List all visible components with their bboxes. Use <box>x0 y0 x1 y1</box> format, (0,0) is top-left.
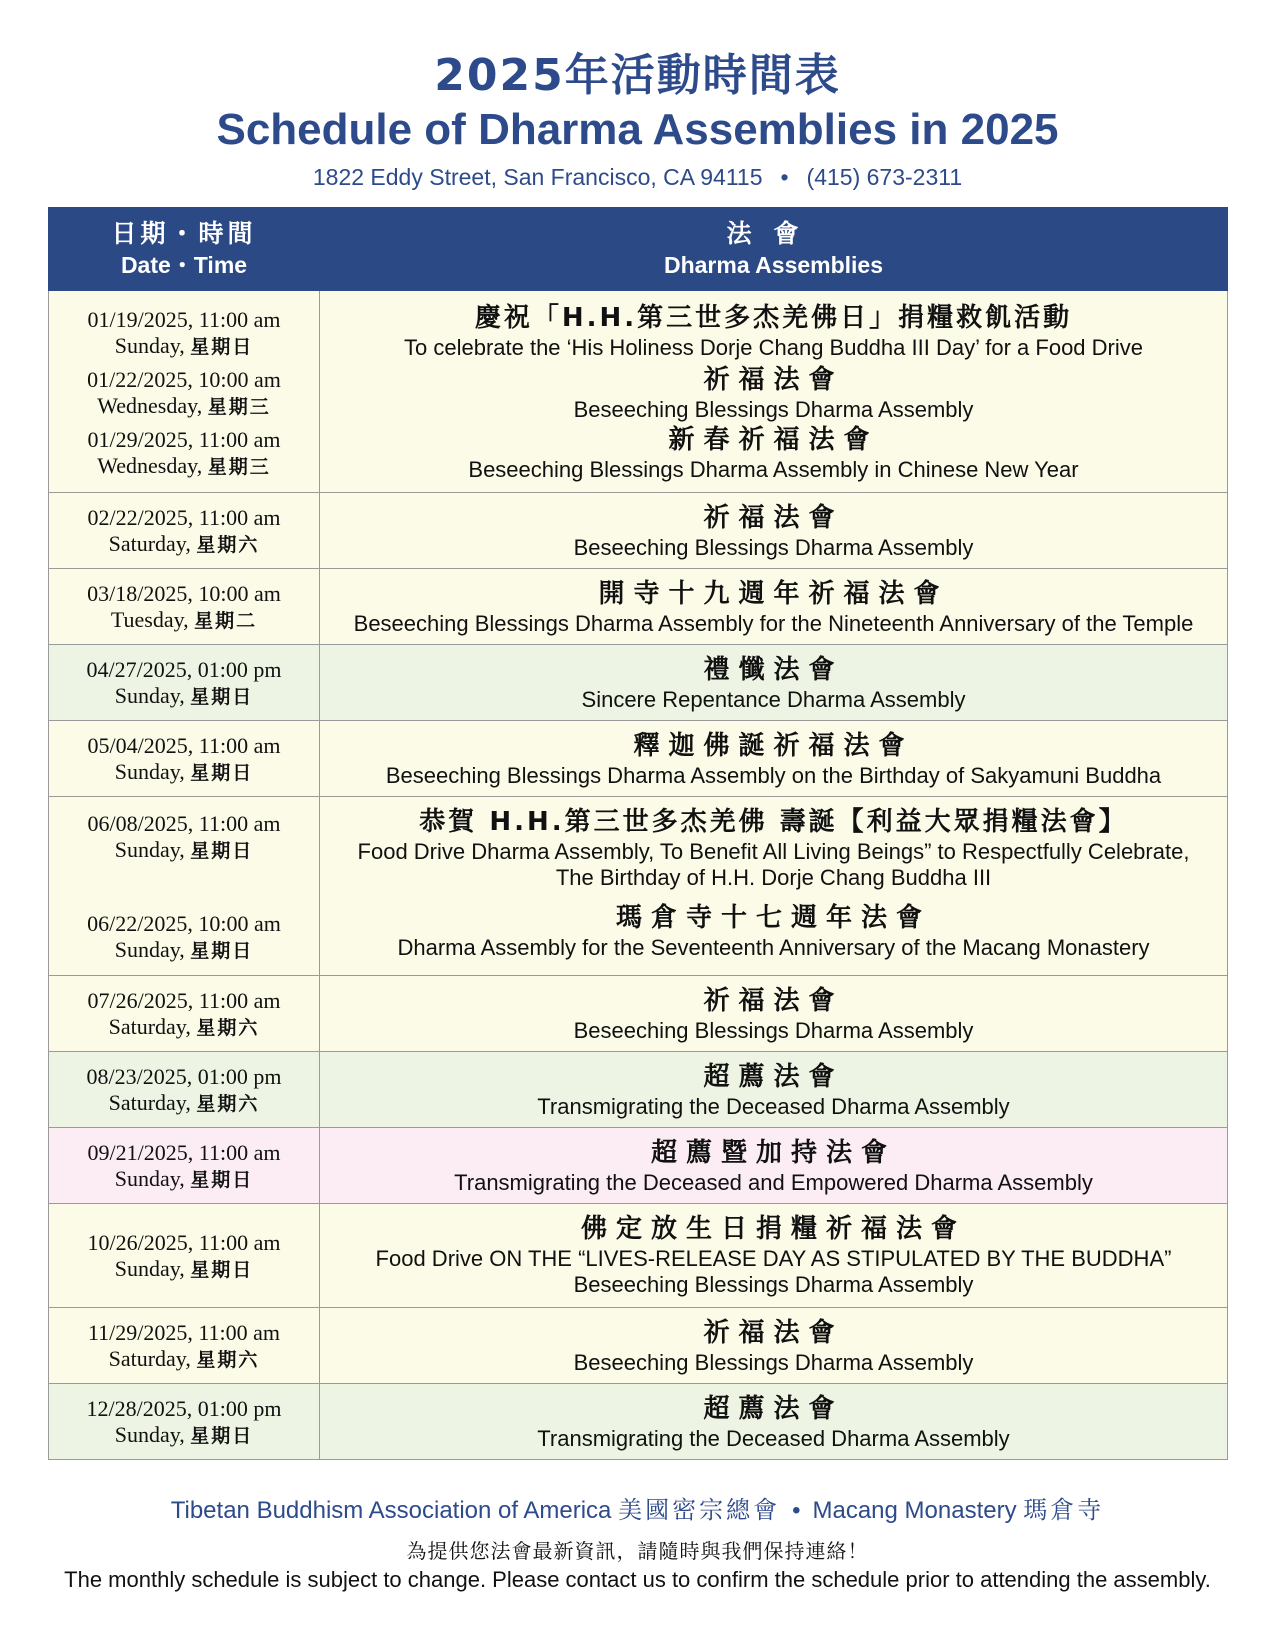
weekday-zh: 星期六 <box>196 1349 260 1371</box>
table-row <box>49 1384 1228 1460</box>
date-time-entry <box>49 1320 319 1373</box>
assembly-cell <box>320 493 1228 569</box>
assembly-title-zh: 佛定放生日捐糧祈福法會 <box>580 1214 966 1244</box>
assembly-title-zh: 祈福法會 <box>703 365 844 395</box>
assembly-cell <box>320 1384 1228 1460</box>
separator-dot: • <box>780 164 789 190</box>
date-time-entry <box>49 505 319 558</box>
weekday-en: Sunday, <box>114 333 185 358</box>
assembly-entry <box>320 363 1227 423</box>
assembly-title-en: Sincere Repentance Dharma Assembly <box>581 687 966 712</box>
street-address: 1822 Eddy Street, San Francisco, CA 94115 <box>312 164 763 190</box>
assembly-title-en-line2: Beseeching Blessings Dharma Assembly <box>573 1272 974 1297</box>
weekday-en: Saturday, <box>108 531 191 556</box>
table-header-row <box>49 208 1228 291</box>
table-row <box>49 797 1228 976</box>
footer-note-en: The monthly schedule is subject to change. Please contact us to confirm the schedule prior to attending the assembly. <box>64 1567 1211 1592</box>
address-line <box>0 164 1275 191</box>
assembly-entry <box>320 577 1227 637</box>
date-time-entry <box>49 657 319 710</box>
assemblies-header-en: Dharma Assemblies <box>663 252 884 278</box>
assembly-title-en: Beseeching Blessings Dharma Assembly on the Birthday of Sakyamuni Buddha <box>385 763 1162 788</box>
assembly-title-en: Beseeching Blessings Dharma Assembly <box>573 535 974 560</box>
date-time-text: 05/04/2025, 11:00 am <box>87 733 281 758</box>
assembly-title-en: To celebrate the ‘His Holiness Dorje Chang Buddha III Day’ for a Food Drive <box>404 335 1143 360</box>
assembly-cell <box>320 569 1228 645</box>
table-row <box>49 645 1228 721</box>
weekday-line <box>49 607 319 634</box>
date-time-header-en: Date・Time <box>120 252 248 278</box>
assembly-title-zh: 超薦法會 <box>703 1062 844 1092</box>
assembly-title-en: Dharma Assembly for the Seventeenth Anniversary of the Macang Monastery <box>397 935 1150 960</box>
weekday-en: Sunday, <box>114 937 185 962</box>
page-footer <box>0 1495 1275 1594</box>
assembly-title-zh: 瑪倉寺十七週年法會 <box>615 903 931 933</box>
assembly-title-en: Beseeching Blessings Dharma Assembly in Chinese New Year <box>468 457 1079 482</box>
table-row <box>49 291 1228 493</box>
table-row <box>49 1052 1228 1128</box>
weekday-zh: 星期三 <box>207 396 271 418</box>
page-title-chinese: 2025年活動時間表 <box>434 50 841 101</box>
assembly-entry <box>320 423 1227 483</box>
separator-dot: • <box>792 1497 801 1524</box>
weekday-zh: 星期二 <box>194 610 258 632</box>
org-name-en: Tibetan Buddhism Association of America <box>170 1497 612 1524</box>
weekday-zh: 星期日 <box>190 762 254 784</box>
assembly-entry <box>320 501 1227 561</box>
assembly-title-zh: 恭賀 H.H.第三世多杰羌佛 壽誕【利益大眾捐糧法會】 <box>419 807 1128 837</box>
date-time-text: 11/29/2025, 11:00 am <box>87 1320 281 1345</box>
assembly-entry <box>320 1136 1227 1196</box>
weekday-zh: 星期日 <box>190 686 254 708</box>
date-time-text: 01/19/2025, 11:00 am <box>87 307 281 332</box>
date-time-text: 10/26/2025, 11:00 am <box>87 1230 281 1255</box>
assembly-title-en: Beseeching Blessings Dharma Assembly <box>573 397 974 422</box>
assembly-title-en: Transmigrating the Deceased Dharma Assembly <box>537 1094 1010 1119</box>
weekday-line <box>49 683 319 710</box>
assembly-title-en: Transmigrating the Deceased and Empowered Dharma Assembly <box>454 1170 1093 1195</box>
date-time-entry <box>49 811 319 864</box>
date-time-entry <box>49 1064 319 1117</box>
date-cell <box>49 645 320 721</box>
assembly-entry <box>320 1060 1227 1120</box>
table-row <box>49 721 1228 797</box>
page-title-english: Schedule of Dharma Assemblies in 2025 <box>216 105 1059 154</box>
date-cell <box>49 291 320 493</box>
assembly-entry <box>320 901 1227 961</box>
assembly-title-zh: 祈福法會 <box>703 986 844 1016</box>
weekday-en: Saturday, <box>108 1346 191 1371</box>
weekday-en: Tuesday, <box>110 607 189 632</box>
assemblies-column-header <box>320 208 1228 291</box>
weekday-line <box>49 1256 319 1283</box>
assembly-title-zh: 開寺十九週年祈福法會 <box>598 579 949 609</box>
assembly-entry <box>320 1212 1227 1298</box>
weekday-en: Sunday, <box>114 1422 185 1447</box>
weekday-zh: 星期三 <box>207 456 271 478</box>
weekday-zh: 星期六 <box>196 1093 260 1115</box>
assembly-entry <box>320 301 1227 361</box>
date-time-entry <box>49 1230 319 1283</box>
weekday-line <box>49 759 319 786</box>
monastery-name-en: Macang Monastery <box>812 1497 1017 1524</box>
weekday-line <box>49 837 319 864</box>
weekday-en: Sunday, <box>114 683 185 708</box>
weekday-en: Sunday, <box>114 1256 185 1281</box>
weekday-line <box>49 1090 319 1117</box>
assembly-title-en: Food Drive Dharma Assembly, To Benefit All Living Beings” to Respectfully Celebrate, <box>357 839 1190 864</box>
assembly-cell <box>320 1128 1228 1204</box>
date-cell <box>49 976 320 1052</box>
assembly-title-zh: 超薦法會 <box>703 1394 844 1424</box>
assembly-cell <box>320 291 1228 493</box>
assembly-entry <box>320 1316 1227 1376</box>
date-time-text: 01/29/2025, 11:00 am <box>87 427 281 452</box>
assembly-title-en: Beseeching Blessings Dharma Assembly <box>573 1350 974 1375</box>
date-cell <box>49 569 320 645</box>
weekday-line <box>49 393 319 420</box>
assembly-title-en: Food Drive ON THE “LIVES-RELEASE DAY AS STIPULATED BY THE BUDDHA” <box>375 1246 1172 1271</box>
weekday-zh: 星期日 <box>190 1169 254 1191</box>
org-name-zh: 美國密宗總會 <box>618 1496 781 1524</box>
footer-note-zh: 為提供您法會最新資訊，請隨時與我們保持連絡！ <box>406 1539 869 1563</box>
date-time-text: 06/08/2025, 11:00 am <box>87 811 281 836</box>
assembly-entry <box>320 653 1227 713</box>
date-cell <box>49 1308 320 1384</box>
assembly-title-zh: 禮懺法會 <box>703 655 844 685</box>
monastery-name-zh: 瑪倉寺 <box>1023 1496 1105 1524</box>
date-cell <box>49 493 320 569</box>
date-time-entry <box>49 367 319 420</box>
date-time-text: 02/22/2025, 11:00 am <box>87 505 281 530</box>
assembly-entry <box>320 805 1227 891</box>
weekday-zh: 星期日 <box>190 1425 254 1447</box>
assembly-title-zh: 新春祈福法會 <box>668 425 879 455</box>
weekday-line <box>49 453 319 480</box>
phone-number[interactable]: (415) 673-2311 <box>806 164 963 190</box>
schedule-table <box>48 207 1228 1460</box>
date-time-entry <box>49 427 319 480</box>
weekday-zh: 星期日 <box>190 840 254 862</box>
table-row <box>49 1204 1228 1308</box>
assembly-title-zh: 超薦暨加持法會 <box>650 1138 896 1168</box>
date-time-entry <box>49 307 319 360</box>
weekday-line <box>49 1346 319 1373</box>
date-cell <box>49 1204 320 1308</box>
assembly-cell <box>320 797 1228 976</box>
weekday-zh: 星期六 <box>196 534 260 556</box>
table-row <box>49 493 1228 569</box>
assembly-title-zh: 祈福法會 <box>703 1318 844 1348</box>
assembly-title-en: Beseeching Blessings Dharma Assembly <box>573 1018 974 1043</box>
weekday-zh: 星期日 <box>190 940 254 962</box>
assembly-cell <box>320 645 1228 721</box>
table-row <box>49 569 1228 645</box>
assembly-cell <box>320 721 1228 797</box>
date-time-text: 03/18/2025, 10:00 am <box>87 581 281 606</box>
date-time-header-zh: 日期・時間 <box>111 219 257 248</box>
weekday-en: Sunday, <box>114 759 185 784</box>
assembly-title-en: Beseeching Blessings Dharma Assembly for the Nineteenth Anniversary of the Temple <box>353 611 1194 636</box>
table-row <box>49 1128 1228 1204</box>
table-row <box>49 1308 1228 1384</box>
assembly-cell <box>320 1052 1228 1128</box>
assembly-title-zh: 祈福法會 <box>703 503 844 533</box>
weekday-line <box>49 937 319 964</box>
assembly-entry <box>320 1392 1227 1452</box>
date-time-text: 09/21/2025, 11:00 am <box>87 1140 281 1165</box>
weekday-en: Saturday, <box>108 1014 191 1039</box>
weekday-en: Sunday, <box>114 1166 185 1191</box>
assembly-title-zh: 釋迦佛誕祈福法會 <box>633 731 914 761</box>
date-time-entry <box>49 1140 319 1193</box>
date-time-entry <box>49 911 319 964</box>
date-time-entry <box>49 733 319 786</box>
weekday-en: Wednesday, <box>97 393 203 418</box>
weekday-en: Wednesday, <box>97 453 203 478</box>
assembly-cell <box>320 976 1228 1052</box>
date-cell <box>49 1052 320 1128</box>
assembly-title-en-line2: The Birthday of H.H. Dorje Chang Buddha III <box>555 865 992 890</box>
assembly-cell <box>320 1204 1228 1308</box>
weekday-line <box>49 333 319 360</box>
organization-line <box>0 1495 1275 1526</box>
date-time-entry <box>49 581 319 634</box>
date-cell <box>49 721 320 797</box>
table-row <box>49 976 1228 1052</box>
date-cell <box>49 1128 320 1204</box>
weekday-line <box>49 1166 319 1193</box>
assembly-title-zh: 慶祝「H.H.第三世多杰羌佛日」捐糧救飢活動 <box>474 303 1073 333</box>
assemblies-header-zh: 法會 <box>726 219 821 248</box>
weekday-line <box>49 531 319 558</box>
date-time-text: 07/26/2025, 11:00 am <box>87 988 281 1013</box>
weekday-line <box>49 1014 319 1041</box>
date-time-text: 06/22/2025, 10:00 am <box>87 911 281 936</box>
assembly-entry <box>320 729 1227 789</box>
date-time-text: 01/22/2025, 10:00 am <box>87 367 281 392</box>
date-time-text: 12/28/2025, 01:00 pm <box>86 1396 282 1421</box>
date-cell <box>49 797 320 976</box>
date-time-column-header <box>49 208 320 291</box>
assembly-entry <box>320 984 1227 1044</box>
date-time-text: 04/27/2025, 01:00 pm <box>86 657 282 682</box>
weekday-en: Saturday, <box>108 1090 191 1115</box>
date-time-text: 08/23/2025, 01:00 pm <box>86 1064 282 1089</box>
weekday-zh: 星期日 <box>190 1259 254 1281</box>
date-time-entry <box>49 1396 319 1449</box>
schedule-body <box>49 291 1228 1460</box>
date-cell <box>49 1384 320 1460</box>
weekday-line <box>49 1422 319 1449</box>
assembly-cell <box>320 1308 1228 1384</box>
page-header <box>0 50 1275 191</box>
assembly-title-en: Transmigrating the Deceased Dharma Assembly <box>537 1426 1010 1451</box>
date-time-entry <box>49 988 319 1041</box>
weekday-en: Sunday, <box>114 837 185 862</box>
weekday-zh: 星期六 <box>196 1017 260 1039</box>
weekday-zh: 星期日 <box>190 336 254 358</box>
